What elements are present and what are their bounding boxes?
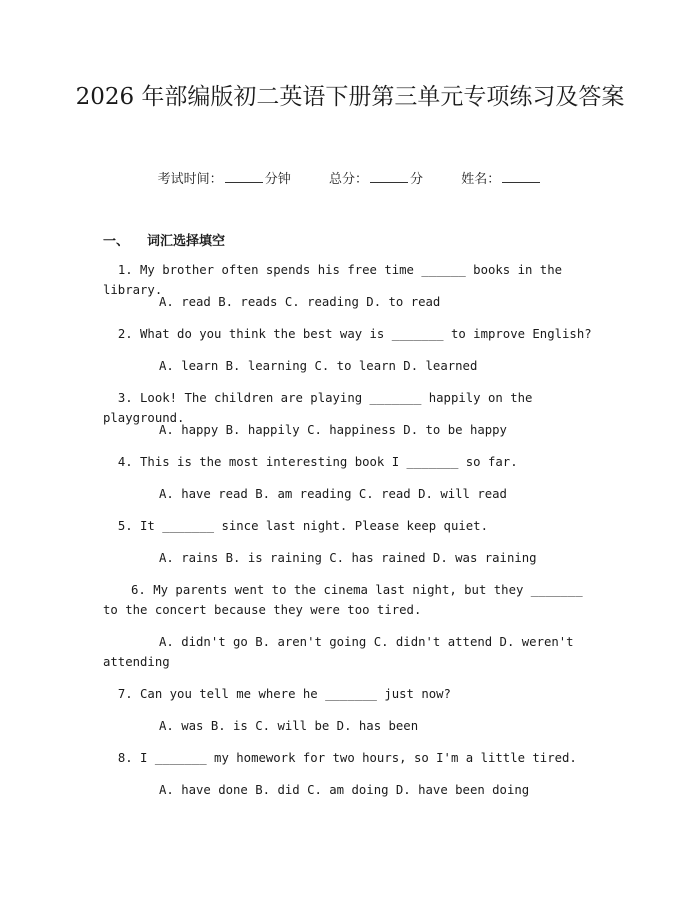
section-title: 词汇选择填空 — [147, 234, 226, 249]
question-stem: 6. My parents went to the cinema last night, but they _______ to the concert because they were too tired. — [103, 583, 591, 617]
document-title: 2026 年部编版初二英语下册第三单元专项练习及答案 — [75, 84, 625, 110]
question-stem: 4. This is the most interesting book I _______ so far. — [117, 455, 518, 469]
time-unit: 分钟 — [264, 172, 291, 187]
question-options: A. was B. is C. will be D. has been — [159, 719, 419, 733]
question-stem: 5. It _______ since last night. Please keep quiet. — [117, 519, 488, 533]
question-options: A. read B. reads C. reading D. to read — [159, 295, 441, 309]
question-stem: 1. My brother often spends his free time ______ books in the library. — [103, 263, 570, 297]
time-blank — [225, 170, 263, 183]
question-options: A. have read B. am reading C. read D. will read — [159, 487, 507, 501]
section-number: 一、 — [103, 234, 130, 249]
score-label: 总分： — [328, 172, 368, 187]
question-stem: 8. I _______ my homework for two hours, so I'm a little tired. — [117, 751, 577, 765]
question-options: A. learn B. learning C. to learn D. learned — [159, 359, 478, 373]
section-heading — [103, 230, 225, 249]
question-options: A. didn't go B. aren't going C. didn't attend D. weren't attending — [103, 635, 581, 669]
exam-info-line — [0, 168, 700, 187]
question-stem: 7. Can you tell me where he _______ just now? — [117, 687, 451, 701]
name-label: 姓名： — [461, 172, 501, 187]
name-blank — [502, 170, 540, 183]
question-stem: 3. Look! The children are playing _______ happily on the playground. — [103, 391, 540, 425]
question-options: A. happy B. happily C. happiness D. to be happy — [159, 423, 507, 437]
score-blank — [370, 170, 408, 183]
question-options: A. rains B. is raining C. has rained D. was raining — [159, 551, 537, 565]
score-unit: 分 — [410, 172, 424, 187]
time-label: 考试时间： — [157, 172, 223, 187]
question-options: A. have done B. did C. am doing D. have been doing — [159, 783, 530, 797]
question-stem: 2. What do you think the best way is _______ to improve English? — [117, 327, 592, 341]
